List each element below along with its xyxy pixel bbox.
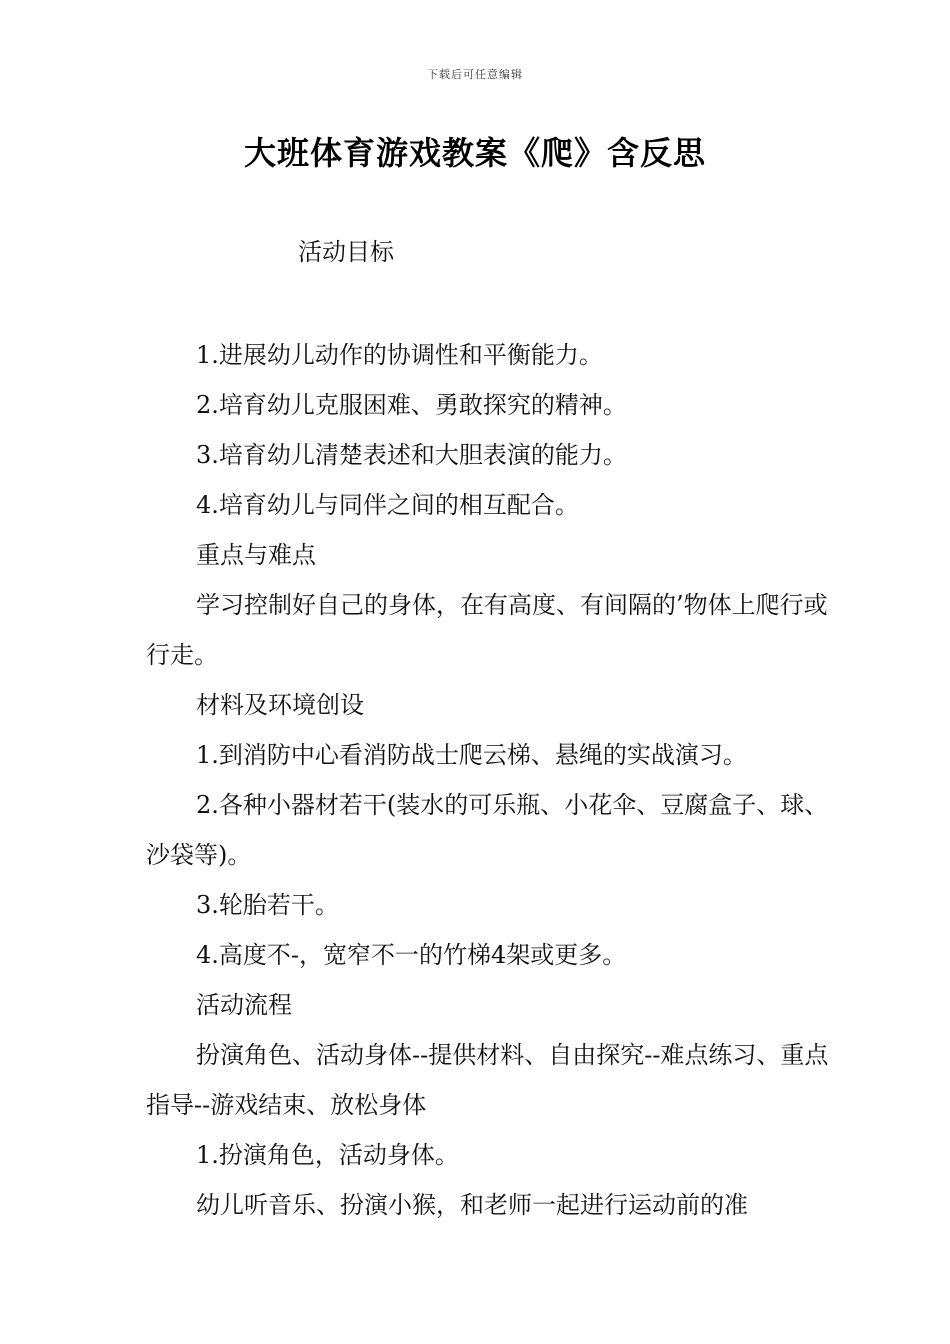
document-title: 大班体育游戏教案《爬》含反思 (243, 134, 706, 172)
paragraph-goal-4: 4.培育幼儿与同伴之间的相互配合。 (196, 491, 579, 519)
paragraph-goal-1: 1.进展幼儿动作的协调性和平衡能力。 (196, 341, 603, 369)
paragraph-material-1: 1.到消防中心看消防战士爬云梯、悬绳的实战演习。 (196, 741, 747, 769)
paragraph-step-1-detail: 幼儿听音乐、扮演小猴，和老师一起进行运动前的准 (196, 1191, 748, 1219)
paragraph-key-points: 学习控制好自己的身体，在有高度、有间隔的’物体上爬行或行走。 (146, 591, 828, 669)
paragraph-activity-flow: 扮演角色、活动身体--提供材料、自由探究--难点练习、重点指导--游戏结束、放松身体 (146, 1041, 829, 1119)
paragraph-material-3: 3.轮胎若干。 (196, 891, 339, 919)
heading-materials: 材料及环境创设 (196, 691, 364, 719)
paragraph-material-2: 2.各种小器材若干(装水的可乐瓶、小花伞、豆腐盒子、球、沙袋等)。 (146, 791, 829, 869)
paragraph-material-4: 4.高度不-，宽窄不一的竹梯4架或更多。 (196, 941, 627, 969)
heading-key-points: 重点与难点 (196, 541, 316, 569)
paragraph-goal-3: 3.培育幼儿清楚表述和大胆表演的能力。 (196, 441, 627, 469)
heading-activity-flow: 活动流程 (196, 991, 292, 1019)
document-body (146, 330, 836, 1230)
section-heading-goals: 活动目标 (298, 238, 394, 266)
header-note: 下载后可任意编辑 (427, 68, 523, 81)
paragraph-step-1: 1.扮演角色，活动身体。 (196, 1141, 459, 1169)
paragraph-goal-2: 2.培育幼儿克服困难、勇敢探究的精神。 (196, 391, 627, 419)
